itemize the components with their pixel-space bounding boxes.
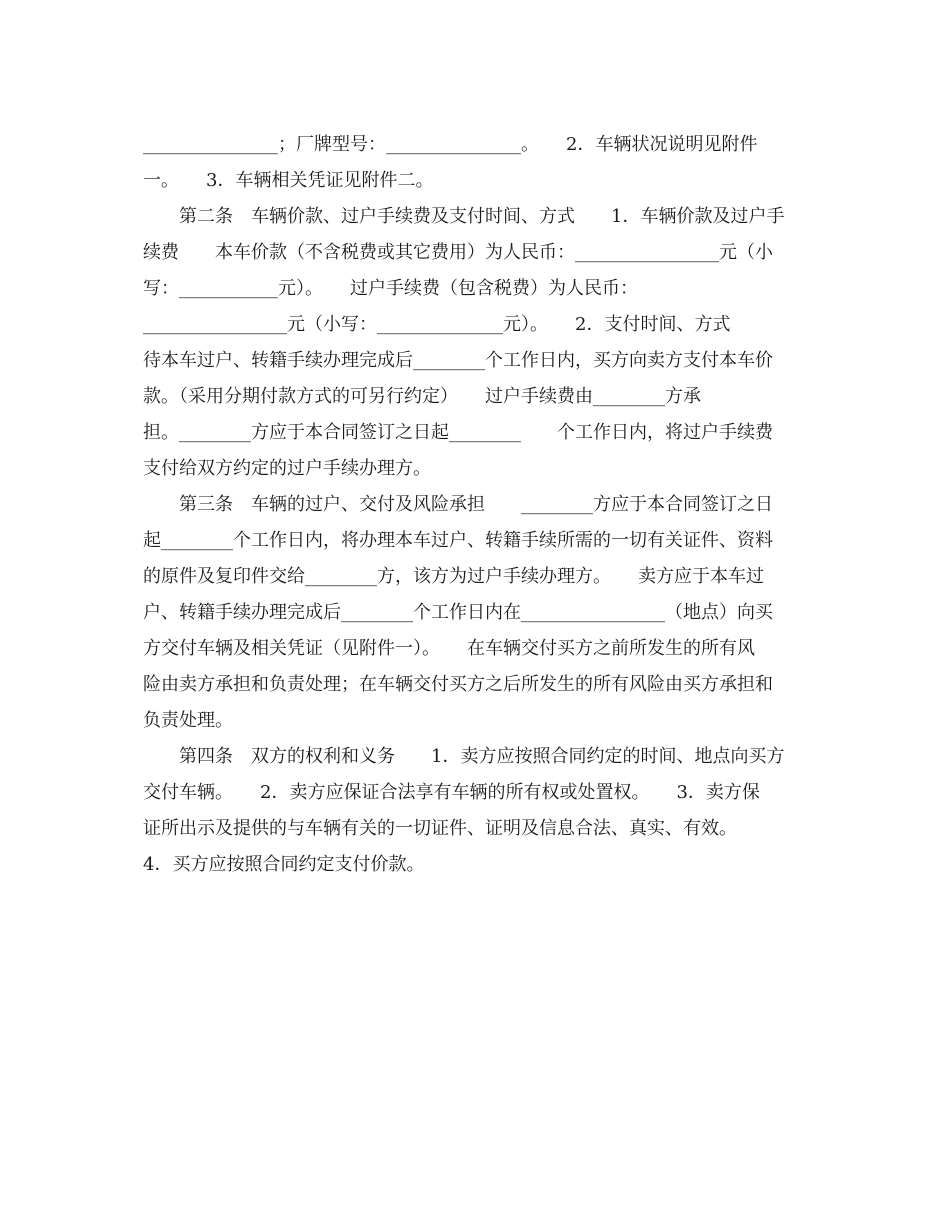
text-line: 险由卖方承担和负责处理；在车辆交付买方之后所发生的所有风险由买方承担和 (143, 674, 773, 695)
text-line: 续费 本车价款（不含税费或其它费用）为人民币：________________元（小 (143, 242, 773, 263)
text-line: 户、转籍手续办理完成后________个工作日内在________________（地点）向买 (143, 602, 773, 623)
text-line: ________________元（小写：______________元）。 2．支付时间、方式 (143, 314, 731, 335)
text-line: 证所出示及提供的与车辆有关的一切证件、证明及信息合法、真实、有效。 (143, 818, 737, 839)
contract-page (143, 127, 808, 883)
text-line: 款。（采用分期付款方式的可另行约定） 过户手续费由________方承 (143, 386, 701, 407)
text-line: 一。 3．车辆相关凭证见附件二。 (143, 170, 434, 191)
text-line: 起________个工作日内，将办理本车过户、转籍手续所需的一切有关证件、资料 (143, 530, 773, 551)
text-line: 负责处理。 (143, 710, 233, 731)
article-4-heading-line: 第四条 双方的权利和义务 1．卖方应按照合同约定的时间、地点向买方 (143, 746, 785, 767)
text-line: 方交付车辆及相关凭证（见附件一）。 在车辆交付买方之前所发生的所有风 (143, 638, 755, 659)
text-line: _______________；厂牌型号：_______________。 2．车辆状况说明见附件 (143, 134, 758, 155)
text-line: 写：___________元）。 过户手续费（包含税费）为人民币： (143, 278, 638, 299)
article-2-heading-line: 第二条 车辆价款、过户手续费及支付时间、方式 1．车辆价款及过户手 (143, 206, 785, 227)
text-line: 的原件及复印件交给________方，该方为过户手续办理方。 卖方应于本车过 (143, 566, 764, 587)
text-line: 4．买方应按照合同约定支付价款。 (143, 854, 425, 875)
text-line: 担。________方应于本合同签订之日起________ 个工作日内，将过户手续费 (143, 422, 773, 443)
text-line: 支付给双方约定的过户手续办理方。 (143, 458, 431, 479)
article-3-heading-line: 第三条 车辆的过户、交付及风险承担 ________方应于本合同签订之日 (143, 494, 773, 515)
text-line: 待本车过户、转籍手续办理完成后________个工作日内，买方向卖方支付本车价 (143, 350, 773, 371)
text-line: 交付车辆。 2．卖方应保证合法享有车辆的所有权或处置权。 3．卖方保 (143, 782, 760, 803)
